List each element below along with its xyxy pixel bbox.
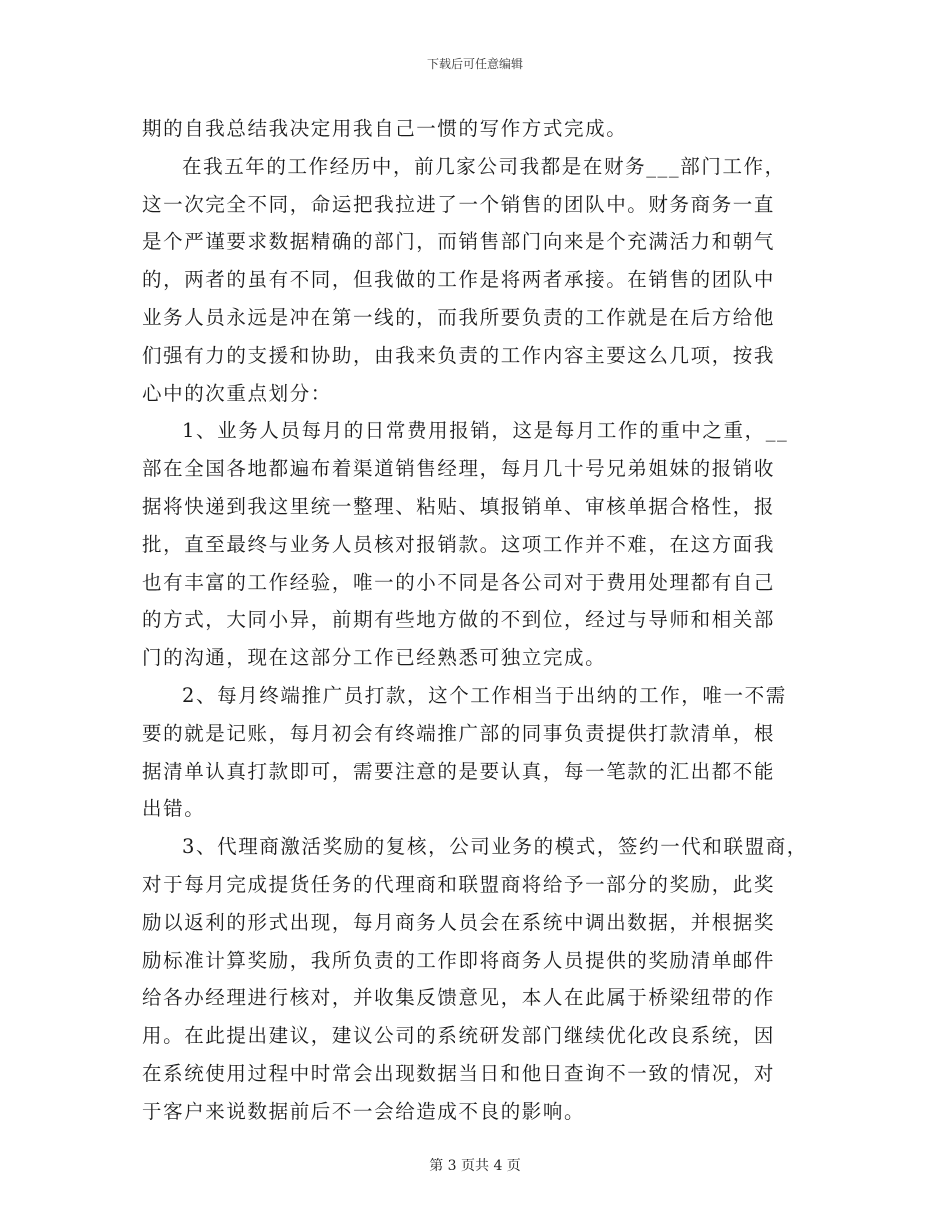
text-line: 1、业务人员每月的日常费用报销，这是每月工作的重中之重，__ bbox=[182, 419, 789, 443]
text-line: 期的自我总结我决定用我自己一惯的写作方式完成。 bbox=[142, 117, 628, 140]
text-line: 是个严谨要求数据精确的部门，而销售部门向来是个充满活力和朝气 bbox=[142, 230, 776, 254]
text-line: 的，两者的虽有不同，但我做的工作是将两者承接。在销售的团队中 bbox=[142, 268, 776, 292]
text-line: 在系统使用过程中时常会出现数据当日和他日查询不一致的情况，对 bbox=[142, 1061, 776, 1085]
text-line: 在我五年的工作经历中，前几家公司我都是在财务___部门工作， bbox=[182, 154, 786, 178]
text-line: 对于每月完成提货任务的代理商和联盟商将给予一部分的奖励，此奖 bbox=[142, 872, 776, 896]
text-line: 据清单认真打款即可，需要注意的是要认真，每一笔款的汇出都不能 bbox=[142, 759, 776, 783]
text-line: 3、代理商激活奖励的复核，公司业务的模式，签约一代和联盟商， bbox=[182, 835, 808, 859]
text-line: 批，直至最终与业务人员核对报销款。这项工作并不难，在这方面我 bbox=[142, 532, 776, 556]
text-line: 的方式，大同小异，前期有些地方做的不到位，经过与导师和相关部 bbox=[142, 608, 776, 632]
text-line: 用。在此提出建议，建议公司的系统研发部门继续优化改良系统，因 bbox=[142, 1024, 776, 1048]
document-body bbox=[142, 110, 808, 1131]
text-line: 2、每月终端推广员打款，这个工作相当于出纳的工作，唯一不需 bbox=[182, 683, 787, 707]
text-line: 部在全国各地都遍布着渠道销售经理，每月几十号兄弟姐妹的报销收 bbox=[142, 457, 776, 481]
text-line: 门的沟通，现在这部分工作已经熟悉可独立完成。 bbox=[142, 646, 607, 670]
text-line: 出错。 bbox=[142, 797, 206, 821]
text-line: 也有丰富的工作经验，唯一的小不同是各公司对于费用处理都有自己 bbox=[142, 570, 776, 594]
text-line: 业务人员永远是冲在第一线的，而我所要负责的工作就是在后方给他 bbox=[142, 305, 776, 329]
text-line: 给各办经理进行核对，并收集反馈意见，本人在此属于桥梁纽带的作 bbox=[142, 986, 776, 1010]
text-line: 心中的次重点划分： bbox=[142, 381, 332, 405]
page-header: 下载后可任意编辑 bbox=[426, 57, 523, 71]
page-footer: 第 3 页共 4 页 bbox=[429, 1158, 521, 1174]
text-line: 励标准计算奖励，我所负责的工作即将商务人员提供的奖励清单邮件 bbox=[142, 948, 776, 972]
text-line: 于客户来说数据前后不一会给造成不良的影响。 bbox=[142, 1099, 586, 1123]
text-line: 要的就是记账，每月初会有终端推广部的同事负责提供打款清单，根 bbox=[142, 721, 776, 745]
text-line: 们强有力的支援和协助，由我来负责的工作内容主要这么几项，按我 bbox=[142, 343, 776, 367]
text-line: 据将快递到我这里统一整理、粘贴、填报销单、审核单据合格性，报 bbox=[142, 494, 776, 518]
text-line: 励以返利的形式出现，每月商务人员会在系统中调出数据，并根据奖 bbox=[142, 910, 776, 934]
text-line: 这一次完全不同，命运把我拉进了一个销售的团队中。财务商务一直 bbox=[142, 192, 776, 216]
